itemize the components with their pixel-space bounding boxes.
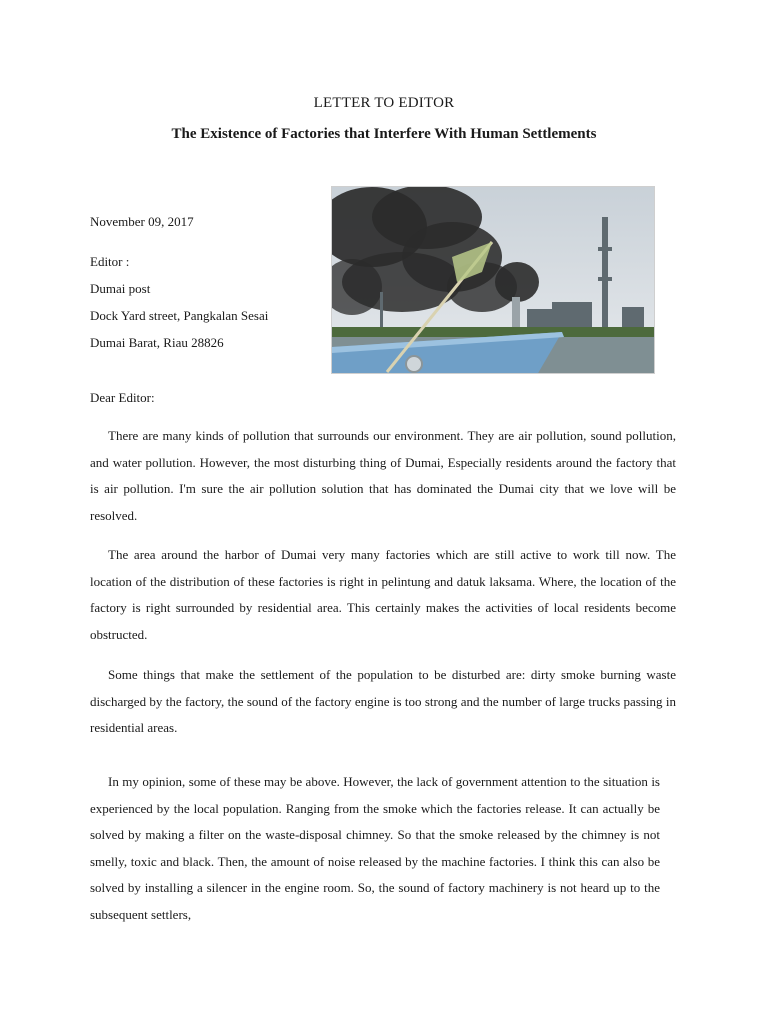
- recipient-line-3: Dock Yard street, Pangkalan Sesai: [90, 308, 269, 323]
- salutation: Dear Editor:: [90, 390, 155, 405]
- body-paragraph-3: Some things that make the settlement of the population to be disturbed are: dirty smoke burning waste discharged by the factory, the sound of the factory engine is too strong and the number of large trucks passing in residential areas.: [90, 667, 676, 735]
- letter-title: The Existence of Factories that Interfere With Human Settlements: [171, 126, 597, 142]
- factory-smoke-photo: [331, 186, 655, 374]
- letter-heading: LETTER TO EDITOR: [313, 95, 455, 111]
- body-paragraph-4: In my opinion, some of these may be above. However, the lack of government attention to the situation is experienced by the local population. Ranging from the smoke which the factories release. It can actually be solved by making a filter on the waste-disposal chimney. So that the smoke released by the chimney is not smelly, toxic and black. Then, the amount of noise released by the machine factories. I think this can also be solved by installing a silencer in the engine room. So, the sound of factory machinery is not heard up to the subsequent settlers,: [90, 774, 660, 922]
- recipient-line-4: Dumai Barat, Riau 28826: [90, 335, 224, 350]
- recipient-line-1: Editor :: [90, 254, 130, 269]
- letter-date: November 09, 2017: [90, 214, 194, 229]
- recipient-line-2: Dumai post: [90, 281, 151, 296]
- body-paragraph-1: There are many kinds of pollution that surrounds our environment. They are air pollution, sound pollution, and water pollution. However, the most disturbing thing of Dumai, Especially residents around the factory that is air pollution. I'm sure the air pollution solution that has dominated the Dumai city that we love will be resolved.: [90, 428, 676, 523]
- shoreline: [332, 327, 655, 337]
- recipient-block: [90, 254, 320, 362]
- body-paragraph-2: The area around the harbor of Dumai very many factories which are still active to work till now. The location of the distribution of these factories is right in pelintung and datuk laksama. Where, the location of the factory is right surrounded by residential area. This certainly makes the activities of local residents become obstructed.: [90, 547, 676, 642]
- factory-smoke-illustration: [332, 187, 655, 374]
